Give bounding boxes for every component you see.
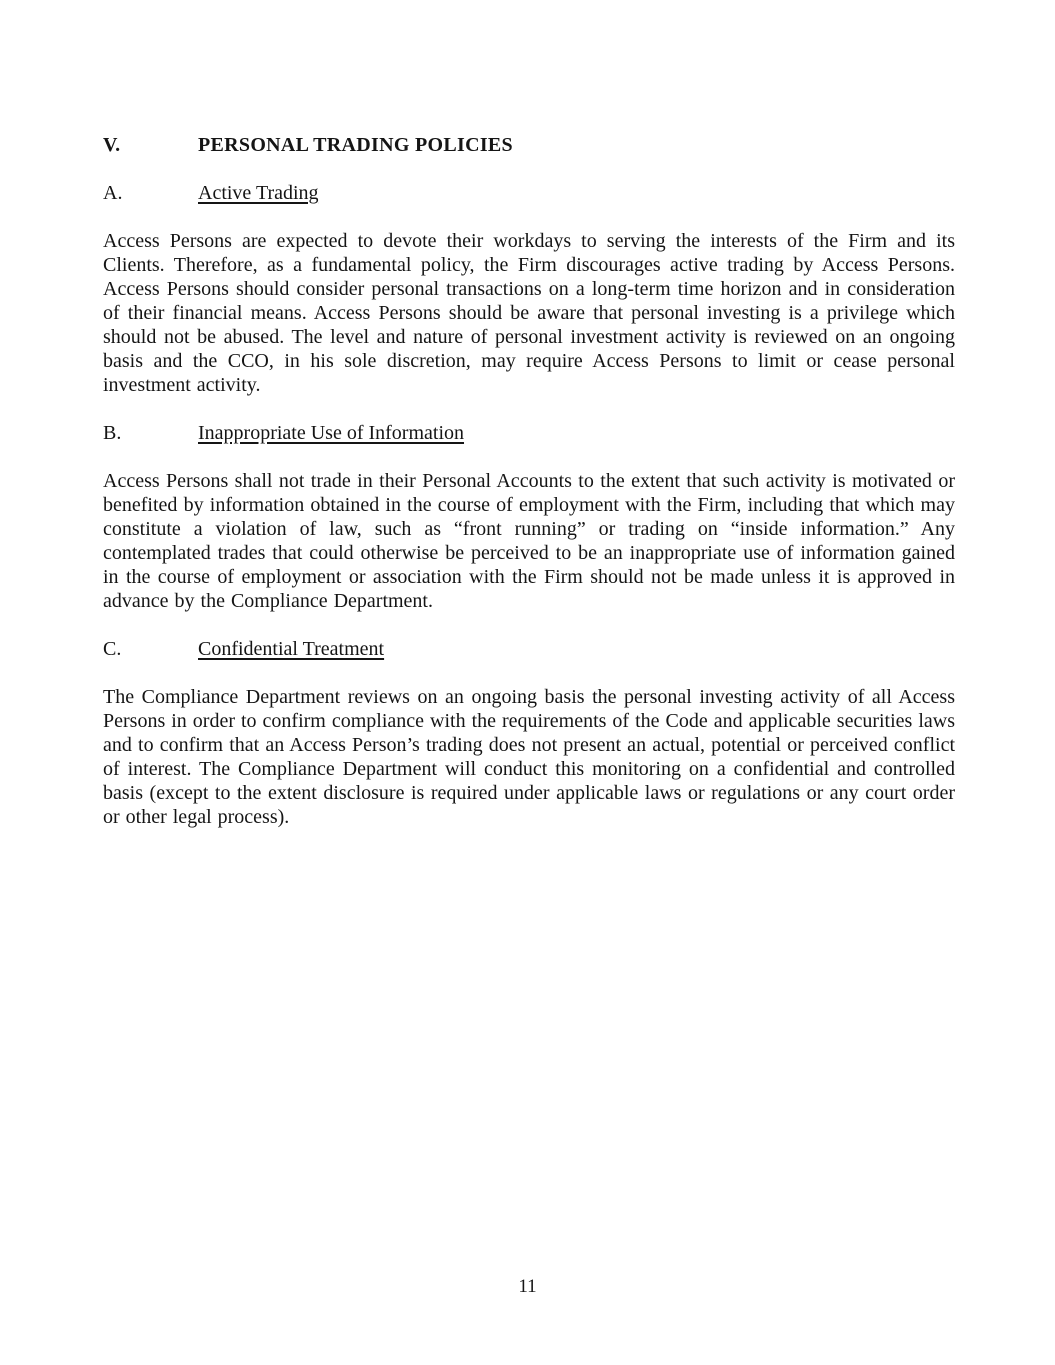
section-heading-confidential-treatment — [103, 637, 955, 661]
paragraph-inappropriate-use: Access Persons shall not trade in their Personal Accounts to the extent that such activity is motivated or benefited by information obtained in the course of employment with the Firm, including that which may constitute a violation of law, such as “front running” or trading on “inside information.” Any contemplated trades that could otherwise be perceived to be an inappropriate use of information gained in the course of employment or association with the Firm should not be made unless it is approved in advance by the Compliance Department. — [103, 470, 955, 612]
section-label-v: V. — [103, 134, 121, 156]
section-label-b: B. — [103, 422, 122, 444]
section-label-a: A. — [103, 182, 123, 204]
section-title-personal-trading-policies: PERSONAL TRADING POLICIES — [198, 134, 513, 156]
section-label-c: C. — [103, 638, 122, 660]
section-heading-active-trading — [103, 181, 955, 205]
paragraph-confidential-treatment: The Compliance Department reviews on an ongoing basis the personal investing activity of all Access Persons in order to confirm compliance with the requirements of the Code and applicable securities laws and to confirm that an Access Person’s trading does not present an actual, potential or perceived conflict of interest. The Compliance Department will conduct this monitoring on a confidential and controlled basis (except to the extent disclosure is required under applicable laws or regulations or any court order or other legal process). — [103, 686, 955, 828]
section-heading-inappropriate-use — [103, 421, 955, 445]
paragraph-active-trading: Access Persons are expected to devote their workdays to serving the interests of the Firm and its Clients. Therefore, as a fundamental policy, the Firm discourages active trading by Access Persons. Access Persons should consider personal transactions on a long-term time horizon and in consideration of their financial means. Access Persons should be aware that personal investing is a privilege which should not be abused. The level and nature of personal investment activity is reviewed on an ongoing basis and the CCO, in his sole discretion, may require Access Persons to limit or cease personal investment activity. — [103, 230, 955, 396]
section-heading-personal-trading-policies — [103, 133, 955, 157]
section-title-inappropriate-use: Inappropriate Use of Information — [198, 422, 465, 444]
section-title-active-trading: Active Trading — [198, 182, 319, 204]
section-title-confidential-treatment: Confidential Treatment — [198, 638, 385, 660]
page-number: 11 — [518, 1276, 537, 1297]
